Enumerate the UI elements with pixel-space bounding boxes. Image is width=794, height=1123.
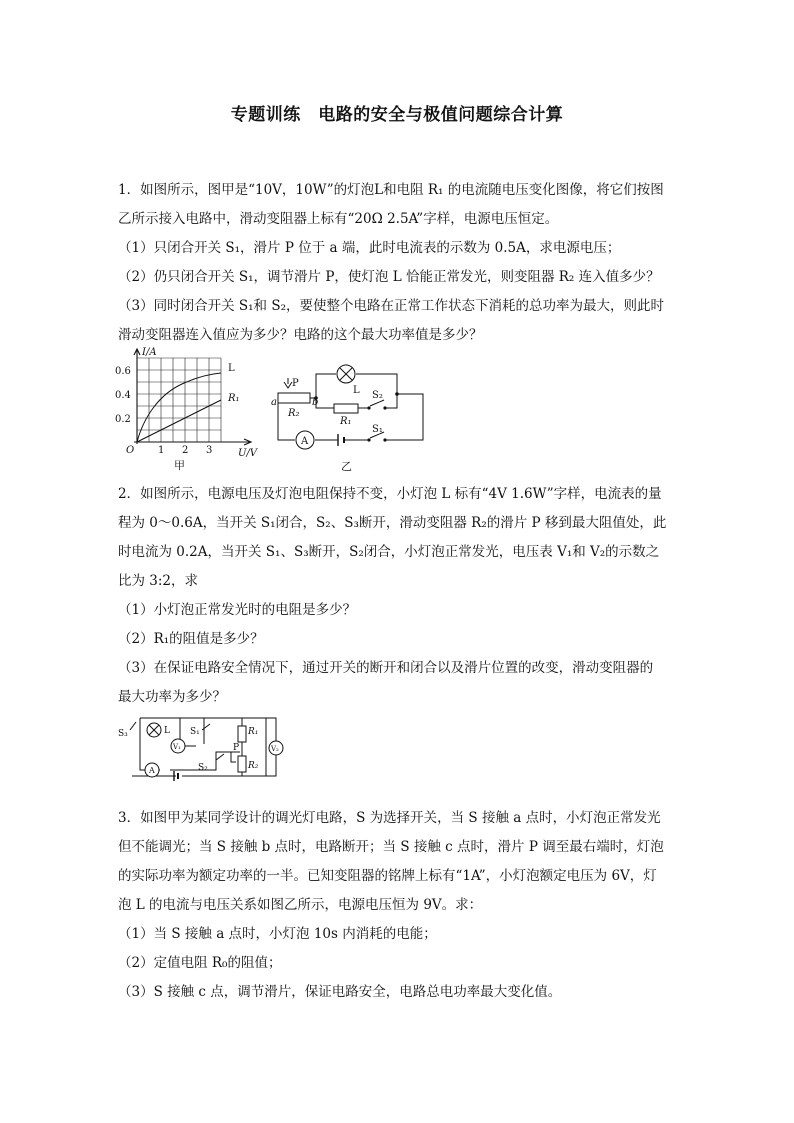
circuit-label-R1: R₁ <box>340 416 352 427</box>
page-title: 专题训练 电路的安全与极值问题综合计算 <box>230 105 564 125</box>
graph-origin: O <box>126 445 135 456</box>
circuit-label-S2: S₂ <box>372 390 383 401</box>
q1-part-1: （1）只闭合开关 S₁，滑片 P 位于 a 端，此时电流表的示数为 0.5A，求电源电压； <box>118 240 621 256</box>
circuit-label-S3: S₃ <box>118 729 128 739</box>
q2-part-2: （2）R₁的阻值是多少？ <box>118 631 264 647</box>
resistor-R1 <box>334 404 358 413</box>
graph-y-tick-06: 0.6 <box>115 366 131 377</box>
circuit-label-R2: R₂ <box>288 408 300 419</box>
q2-line-3: 时电流为 0.2A，当开关 S₁、S₃断开，S₂闭合，小灯泡正常发光，电压表 V₁和 V₂的示数之 <box>118 544 660 560</box>
circuit-label-L: L <box>353 385 360 396</box>
circuit-end-b: b <box>312 397 319 408</box>
graph-y-tick-04: 0.4 <box>115 390 131 401</box>
q1-line-2: 乙所示接入电路中，滑动变阻器上标有“20Ω 2.5A”字样，电源电压恒定。 <box>118 211 559 227</box>
q2-part-3: （3）在保证电路安全情况下，通过开关的断开和闭合以及滑片位置的改变，滑动变阻器的 <box>118 660 654 676</box>
circuit-label-S1: S₁ <box>372 424 383 435</box>
q1-line-1: 1．如图所示，图甲是“10V，10W”的灯泡L和电阻 R₁ 的电流随电压变化图像，将它们按图 <box>118 182 664 198</box>
circuit-label-R2: R₂ <box>248 761 259 771</box>
circuit-slider-P: P <box>292 378 299 389</box>
q3-part-2: （2）定值电阻 R₀的阻值； <box>118 955 282 971</box>
q2-part-1: （1）小灯泡正常发光时的电阻是多少？ <box>118 602 357 618</box>
q1-part-3-cont: 滑动变阻器连入值应为多少？电路的这个最大功率值是多少？ <box>118 327 483 343</box>
q1-circuit-diagram <box>268 360 438 474</box>
q2-line-1: 2．如图所示，电源电压及灯泡电阻保持不变，小灯泡 L 标有“4V 1.6W”字样，电流表的量 <box>118 486 662 502</box>
graph-x-tick-1: 1 <box>158 445 165 456</box>
figure-caption-yi: 乙 <box>341 460 352 473</box>
resistor-R1 <box>238 726 246 742</box>
q1-part-2: （2）仍只闭合开关 S₁，调节滑片 P，使灯泡 L 恰能正常发光，则变阻器 R₂ 连入值多少？ <box>118 269 660 285</box>
circuit-end-a: a <box>271 397 277 408</box>
q3-line-2: 但不能调光；当 S 接触 b 点时，电路断开；当 S 接触 c 点时，滑片 P 调至最右端时，灯泡 <box>118 839 664 855</box>
circuit-ammeter-label: A <box>149 766 155 775</box>
graph-curve-label-L: L <box>228 363 235 374</box>
q3-part-1: （1）当 S 接触 a 点时，小灯泡 10s 内消耗的电能； <box>118 926 437 942</box>
circuit-label-V2: V₂ <box>271 745 279 753</box>
graph-y-tick-02: 0.2 <box>115 414 131 425</box>
curve-lamp-L <box>137 373 221 442</box>
circuit-label-S1: S₁ <box>190 727 200 737</box>
graph-y-label: I/A <box>142 347 157 358</box>
circuit-ammeter-label: A <box>301 436 309 447</box>
q3-part-3: （3）S 接触 c 点，调节滑片，保证电路安全，电路总电功率最大变化值。 <box>118 984 562 1000</box>
circuit-label-L: L <box>164 726 170 736</box>
circuit-label-P: P <box>233 743 240 753</box>
q2-part-3-cont: 最大功率为多少？ <box>118 689 226 705</box>
rheostat-R2 <box>278 393 310 403</box>
circuit-label-S2: S₂ <box>198 763 208 773</box>
q3-line-3: 的实际功率为额定功率的一半。已知变阻器的铭牌上标有“1A”，小灯泡额定电压为 6V，灯 <box>118 868 657 884</box>
figure-caption-jia: 甲 <box>174 459 185 472</box>
circuit-label-R1: R₁ <box>248 727 259 737</box>
graph-curve-label-R1: R₁ <box>228 393 240 404</box>
q3-line-1: 3．如图甲为某同学设计的调光灯电路，S 为选择开关，当 S 接触 a 点时，小灯泡正常发光 <box>118 810 661 826</box>
q1-part-3: （3）同时闭合开关 S₁和 S₂，要使整个电路在正常工作状态下消耗的总功率为最大，则此时 <box>118 298 664 314</box>
graph-x-tick-3: 3 <box>206 445 213 456</box>
q2-line-4: 比为 3:2，求 <box>118 573 199 589</box>
q2-line-2: 程为 0～0.6A，当开关 S₁闭合，S₂、S₃断开，滑动变阻器 R₂的滑片 P 移到最大阻值处，此 <box>118 515 667 531</box>
q2-circuit-diagram <box>116 712 296 790</box>
q1-iu-graph <box>112 346 272 474</box>
q3-line-4: 泡 L 的电流与电压关系如图乙所示，电源电压恒为 9V。求： <box>118 897 483 913</box>
graph-x-tick-2: 2 <box>182 445 189 456</box>
rheostat-R2 <box>238 756 246 772</box>
graph-x-label: U/V <box>238 448 258 459</box>
circuit-label-V1: V₁ <box>173 743 181 751</box>
